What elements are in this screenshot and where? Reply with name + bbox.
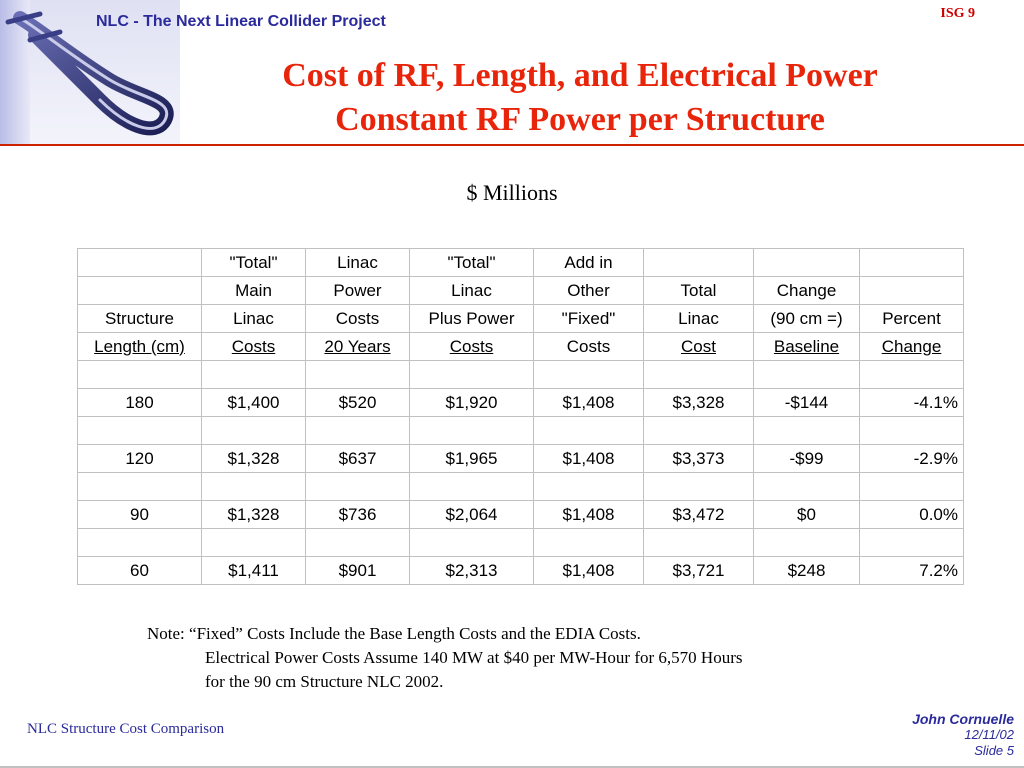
table-empty-cell [754,361,860,389]
footnote [147,622,742,694]
table-empty-cell [860,473,964,501]
project-title: NLC - The Next Linear Collider Project [96,13,386,30]
table-header-cell: Costs [306,305,410,333]
table-cell: $1,328 [202,501,306,529]
table-cell: -$144 [754,389,860,417]
table-header-cell: Total [644,277,754,305]
table-cell: $1,408 [534,445,644,473]
table-cell: 120 [78,445,202,473]
table-cell: -4.1% [860,389,964,417]
table-header-cell: Add in [534,249,644,277]
table-header-cell: Change [860,333,964,361]
units-label: $ Millions [466,180,558,205]
table-header-cell [644,249,754,277]
table-empty-cell [202,361,306,389]
table-header-cell: "Total" [410,249,534,277]
table-header-cell [860,277,964,305]
table-empty-cell [202,529,306,557]
table-empty-cell [644,529,754,557]
table-cell: $520 [306,389,410,417]
table-empty-cell [410,361,534,389]
table-empty-cell [534,361,644,389]
table-cell: $1,408 [534,389,644,417]
table-header-cell: Linac [306,249,410,277]
table-cell: $3,721 [644,557,754,585]
table-header-row [78,333,964,361]
table-empty-cell [306,529,410,557]
table-header-cell: Linac [202,305,306,333]
table-cell: 90 [78,501,202,529]
footer-author: John Cornuelle [912,711,1014,727]
footnote-line-1: Note: “Fixed” Costs Include the Base Length Costs and the EDIA Costs. [147,624,641,643]
table-cell: $1,920 [410,389,534,417]
table-empty-cell [78,417,202,445]
table-empty-cell [860,529,964,557]
footnote-line-2: Electrical Power Costs Assume 140 MW at $40 per MW-Hour for 6,570 Hours [205,648,743,667]
table-empty-cell [860,361,964,389]
footer-slide-number: Slide 5 [974,743,1014,758]
table-cell: $1,408 [534,557,644,585]
table-header-cell: Percent [860,305,964,333]
table-cell: -$99 [754,445,860,473]
slide-title [180,54,980,142]
table-empty-cell [754,473,860,501]
table-header-cell: Plus Power [410,305,534,333]
table-empty-cell [754,417,860,445]
table-header-cell: Linac [410,277,534,305]
table-header-row [78,305,964,333]
table-header-cell [754,249,860,277]
table-cell: $1,965 [410,445,534,473]
title-divider [0,144,1024,146]
table-row [78,389,964,417]
table-empty-cell [306,361,410,389]
table-cell: $1,400 [202,389,306,417]
table-header-cell: Main [202,277,306,305]
table-cell: $2,313 [410,557,534,585]
table-header-cell: (90 cm =) [754,305,860,333]
footer-date: 12/11/02 [964,727,1014,742]
footer-title: NLC Structure Cost Comparison [27,721,225,737]
table-empty-cell [410,417,534,445]
table-cell: $1,408 [534,501,644,529]
table-spacer-row [78,529,964,557]
table-header-cell: "Total" [202,249,306,277]
table-empty-cell [860,417,964,445]
table-cell: 0.0% [860,501,964,529]
footer-credits [912,711,1014,759]
table-header-cell: Structure [78,305,202,333]
slide-title-line-1: Cost of RF, Length, and Electrical Power [282,57,878,94]
table-empty-cell [78,361,202,389]
table-header-cell: Costs [202,333,306,361]
table-empty-cell [534,473,644,501]
table-header-cell: Linac [644,305,754,333]
table-cell: $901 [306,557,410,585]
table-spacer-row [78,473,964,501]
table-row [78,557,964,585]
table-header-cell: "Fixed" [534,305,644,333]
table-header-cell: Cost [644,333,754,361]
table-header-cell [78,277,202,305]
table-header-cell: Costs [410,333,534,361]
table-empty-cell [754,529,860,557]
table-empty-cell [644,473,754,501]
table-empty-cell [202,473,306,501]
table-empty-cell [202,417,306,445]
table-empty-cell [78,529,202,557]
slide-title-line-2: Constant RF Power per Structure [335,101,825,138]
table-row [78,445,964,473]
table-row [78,501,964,529]
table-header-cell: Baseline [754,333,860,361]
table-empty-cell [410,529,534,557]
table-cell: 180 [78,389,202,417]
table-header-cell: Other [534,277,644,305]
table-cell: $736 [306,501,410,529]
table-cell: $1,411 [202,557,306,585]
table-header-row [78,249,964,277]
table-empty-cell [644,361,754,389]
table-spacer-row [78,417,964,445]
table-cell: $3,472 [644,501,754,529]
table-empty-cell [78,473,202,501]
table-cell: -2.9% [860,445,964,473]
table-empty-cell [410,473,534,501]
table-header-cell: Power [306,277,410,305]
table-empty-cell [644,417,754,445]
table-cell: $3,373 [644,445,754,473]
table-header-cell: Change [754,277,860,305]
table-cell: 60 [78,557,202,585]
table-spacer-row [78,361,964,389]
table-empty-cell [534,529,644,557]
footnote-line-3: for the 90 cm Structure NLC 2002. [205,672,444,691]
table-empty-cell [534,417,644,445]
table-cell: $2,064 [410,501,534,529]
table-cell: 7.2% [860,557,964,585]
table-header-cell: 20 Years [306,333,410,361]
table-header-cell: Length (cm) [78,333,202,361]
table-header-cell [78,249,202,277]
table-header-row [78,277,964,305]
slide-tag: ISG 9 [940,6,975,21]
table-cell: $248 [754,557,860,585]
table-header-cell: Costs [534,333,644,361]
cost-table [77,248,964,585]
table-header-cell [860,249,964,277]
table-cell: $1,328 [202,445,306,473]
table-empty-cell [306,473,410,501]
table-cell: $3,328 [644,389,754,417]
table-cell: $0 [754,501,860,529]
table-cell: $637 [306,445,410,473]
table-empty-cell [306,417,410,445]
